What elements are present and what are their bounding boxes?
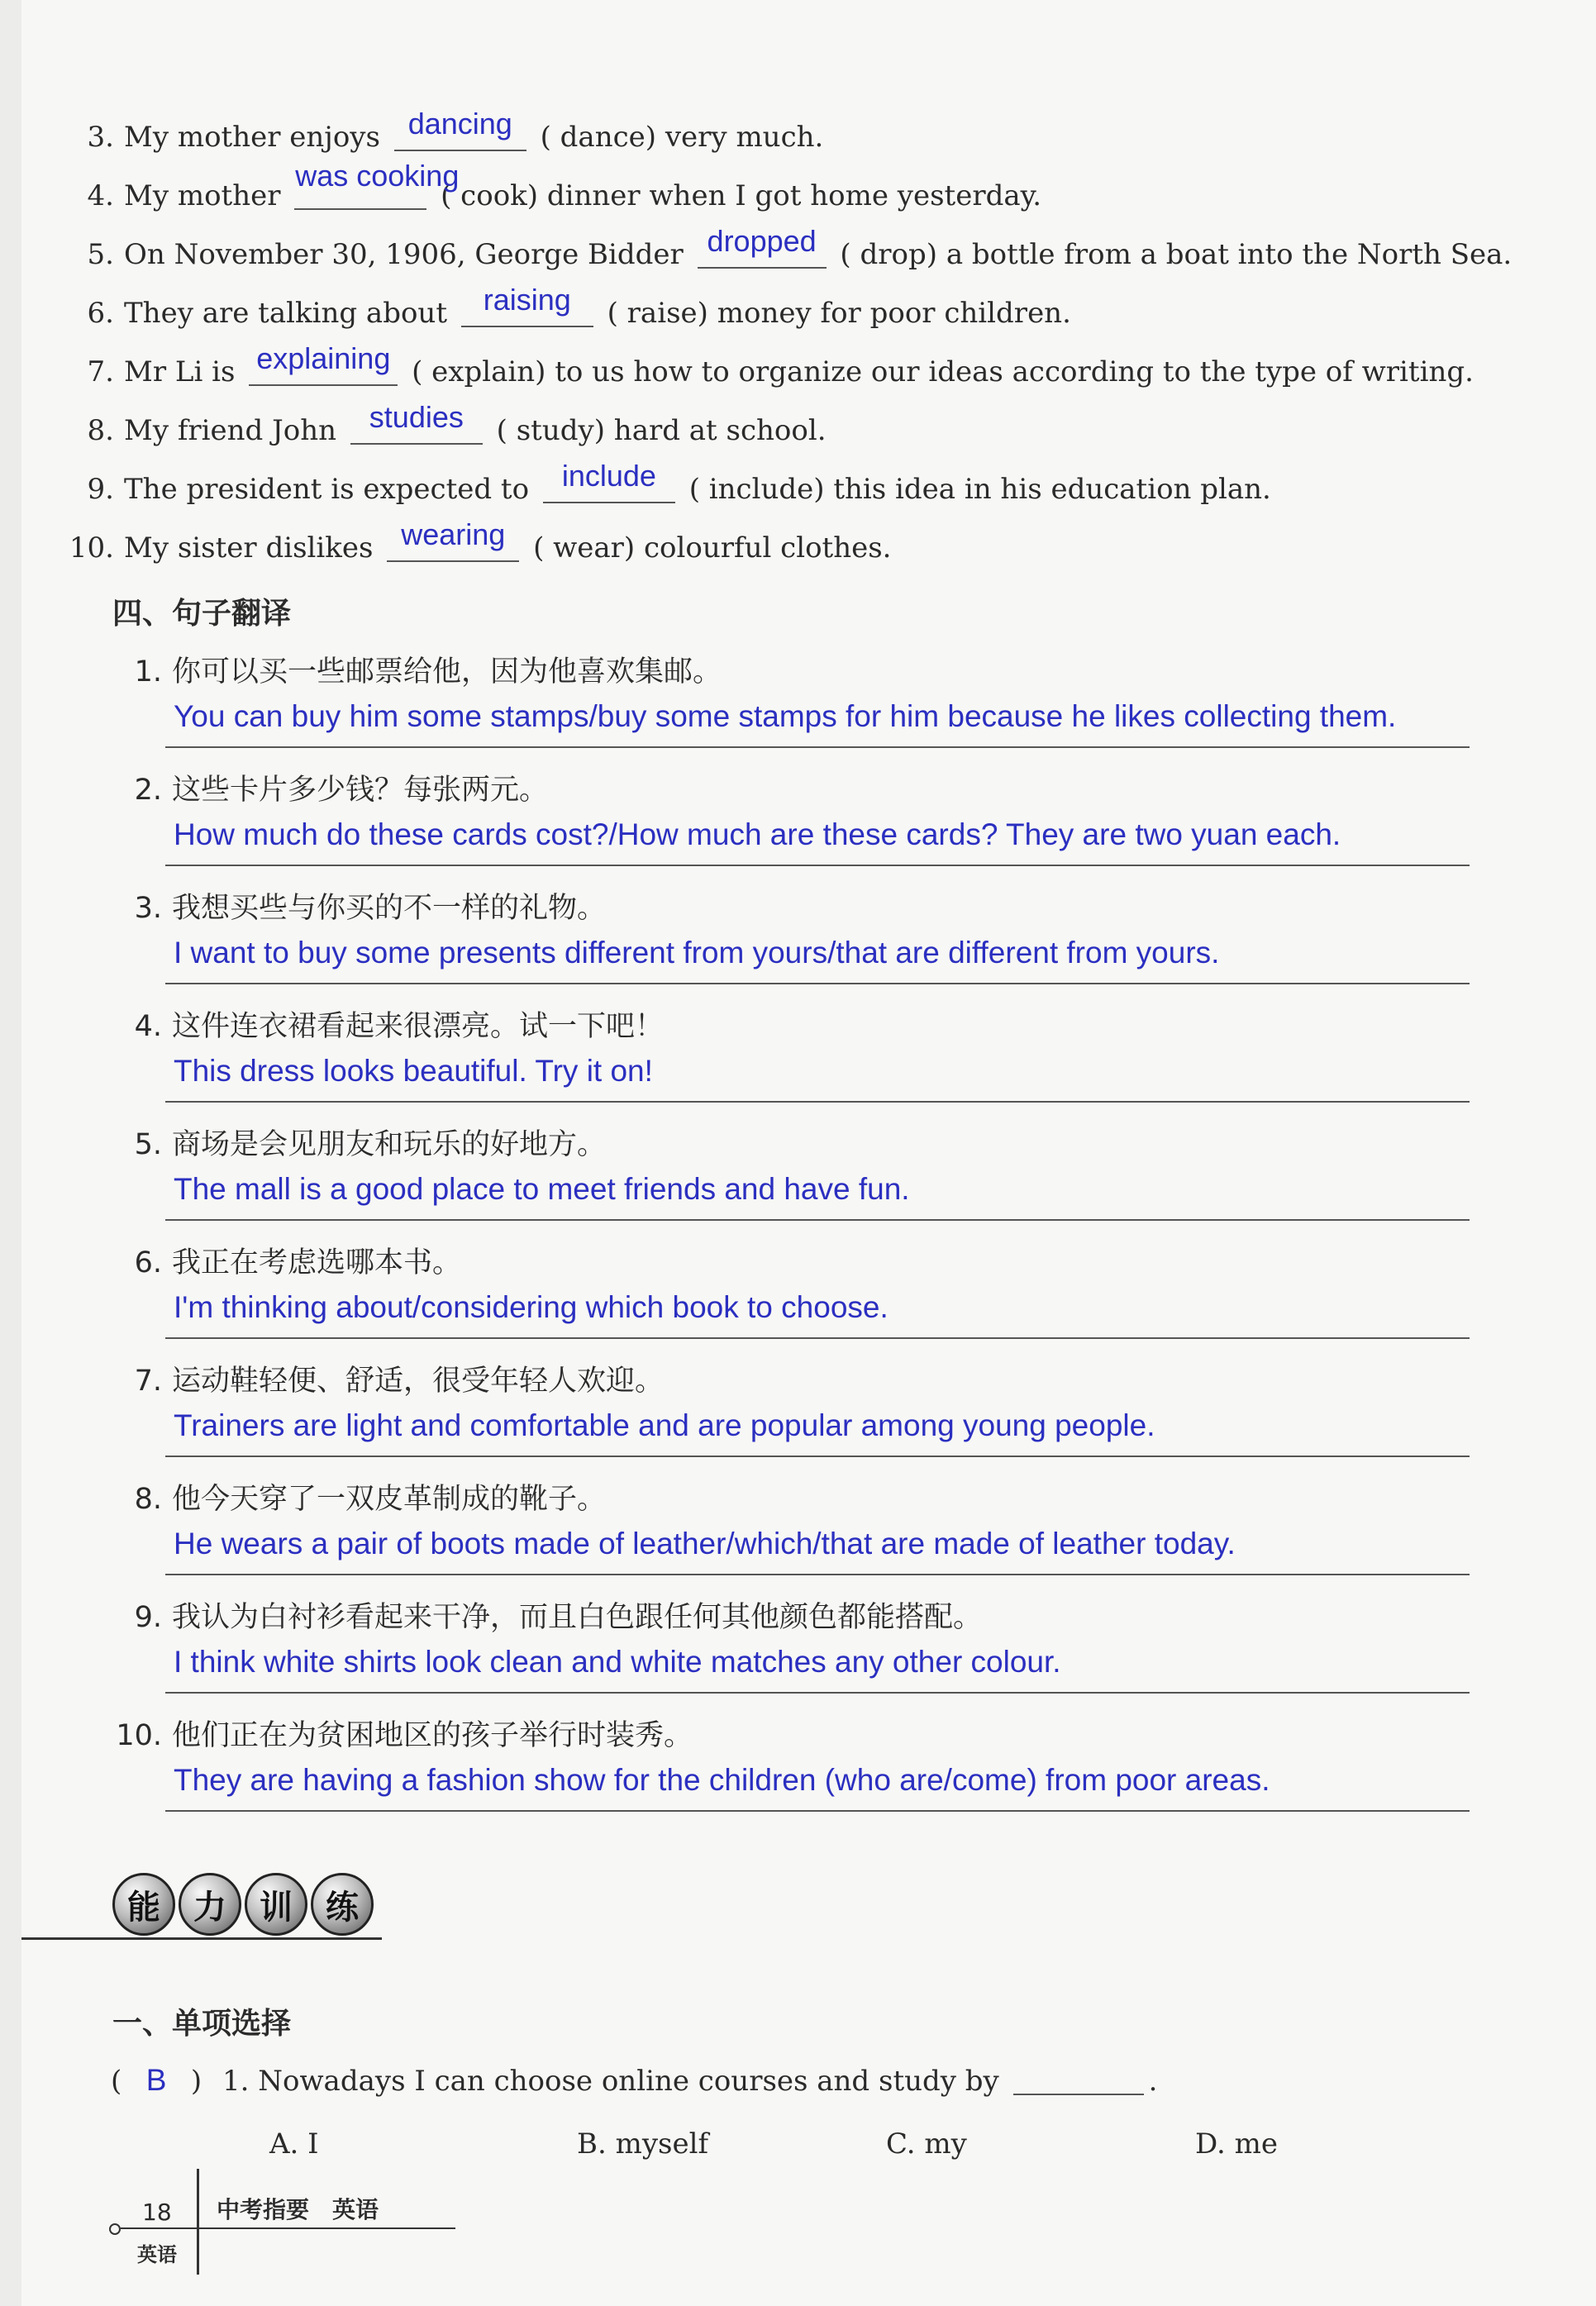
translation-prompt-4: 4. 这件连衣裙看起来很漂亮。试一下吧！ <box>134 1010 665 1043</box>
fill-item-6: 6. They are talking about raising ( raise) money for poor children. <box>87 283 1071 330</box>
mc-question-1: ( B ) 1. Nowadays I can choose online courses and study by . <box>111 2063 1158 2098</box>
footer-dot <box>109 2223 121 2235</box>
answer-line <box>165 1337 1470 1339</box>
answer-blank[interactable]: include <box>543 474 675 503</box>
section-title-choice: 一、单项选择 <box>112 2007 292 2041</box>
translation-prompt-2: 2. 这些卡片多少钱？每张两元。 <box>134 774 549 807</box>
mc-blank <box>1013 2065 1144 2095</box>
translation-answer-3: I want to buy some presents different from yours/that are different from yours. <box>174 936 1220 970</box>
fill-item-7: 7. Mr Li is explaining ( explain) to us how to organize our ideas according to the type of writing. <box>87 341 1474 388</box>
fill-item-10: 10. My sister dislikes wearing ( wear) colourful clothes. <box>69 517 892 565</box>
answer-line <box>165 1101 1470 1103</box>
answer-line <box>165 1456 1470 1457</box>
badge-lian: 练 <box>311 1873 374 1936</box>
translation-answer-9: I think white shirts look clean and white matches any other colour. <box>174 1645 1061 1679</box>
translation-answer-6: I'm thinking about/considering which book to choose. <box>174 1290 889 1324</box>
translation-prompt-6: 6. 我正在考虑选哪本书。 <box>134 1246 462 1279</box>
page-number: 18 <box>142 2199 172 2226</box>
answer-line <box>165 983 1470 984</box>
option-c[interactable]: C. my <box>886 2127 967 2161</box>
answer-blank[interactable]: studies <box>350 415 483 445</box>
option-d[interactable]: D. me <box>1195 2127 1279 2161</box>
footer-divider <box>197 2169 199 2275</box>
answer-line <box>165 1219 1470 1221</box>
option-a[interactable]: A. I <box>269 2127 319 2161</box>
section-title-translation: 四、句子翻译 <box>112 597 292 631</box>
fill-item-3: 3. My mother enjoys dancing ( dance) very much. <box>87 107 824 154</box>
translation-answer-5: The mall is a good place to meet friends and have fun. <box>174 1172 910 1206</box>
footer-line-left <box>121 2227 197 2229</box>
translation-prompt-8: 8. 他今天穿了一双皮革制成的靴子。 <box>134 1483 607 1516</box>
answer-blank[interactable]: explaining <box>249 356 398 386</box>
fill-item-9: 9. The president is expected to include ( include) this idea in his education plan. <box>87 459 1271 506</box>
translation-answer-10: They are having a fashion show for the children (who are/come) from poor areas. <box>174 1763 1270 1797</box>
answer-blank[interactable]: was cooking <box>294 180 426 210</box>
book-title: 中考指要 英语 <box>217 2196 379 2223</box>
translation-prompt-9: 9. 我认为白衬衫看起来干净，而且白色跟任何其他颜色都能搭配。 <box>134 1601 983 1634</box>
translation-answer-4: This dress looks beautiful. Try it on! <box>174 1054 653 1088</box>
footer-line-right <box>199 2227 455 2229</box>
page-edge <box>0 0 21 2306</box>
translation-answer-8: He wears a pair of boots made of leather/which/that are made of leather today. <box>174 1527 1236 1560</box>
option-b[interactable]: B. myself <box>577 2127 709 2161</box>
translation-prompt-3: 3. 我想买些与你买的不一样的礼物。 <box>134 892 607 925</box>
fill-item-5: 5. On November 30, 1906, George Bidder dropped ( drop) a bottle from a boat into the North Sea. <box>87 224 1513 271</box>
answer-blank[interactable]: raising <box>461 298 593 327</box>
translation-prompt-7: 7. 运动鞋轻便、舒适，很受年轻人欢迎。 <box>134 1365 665 1398</box>
subject-label: 英语 <box>137 2243 177 2266</box>
translation-answer-7: Trainers are light and comfortable and are popular among young people. <box>174 1408 1155 1442</box>
mc-answer[interactable]: B <box>145 2063 167 2097</box>
fill-item-4: 4. My mother was cooking ( cook) dinner when I got home yesterday. <box>87 159 1042 212</box>
answer-line <box>165 865 1470 866</box>
badge-li: 力 <box>179 1873 241 1936</box>
translation-answer-1: You can buy him some stamps/buy some stamps for him because he likes collecting them. <box>174 699 1397 733</box>
answer-line <box>165 1810 1470 1812</box>
badge-underline <box>21 1937 382 1940</box>
translation-prompt-1: 1. 你可以买一些邮票给他，因为他喜欢集邮。 <box>134 655 722 688</box>
translation-answer-2: How much do these cards cost?/How much are these cards? They are two yuan each. <box>174 817 1341 851</box>
answer-line <box>165 1574 1470 1575</box>
answer-blank[interactable]: dancing <box>394 121 526 151</box>
answer-line <box>165 746 1470 748</box>
badge-xun: 训 <box>245 1873 307 1936</box>
badge-neng: 能 <box>112 1873 175 1936</box>
answer-blank[interactable]: dropped <box>698 239 827 269</box>
translation-prompt-10: 10. 他们正在为贫困地区的孩子举行时装秀。 <box>116 1719 693 1752</box>
fill-item-8: 8. My friend John studies ( study) hard at school. <box>87 400 827 447</box>
answer-line <box>165 1692 1470 1694</box>
answer-blank[interactable]: wearing <box>387 532 519 562</box>
translation-prompt-5: 5. 商场是会见朋友和玩乐的好地方。 <box>134 1128 607 1161</box>
